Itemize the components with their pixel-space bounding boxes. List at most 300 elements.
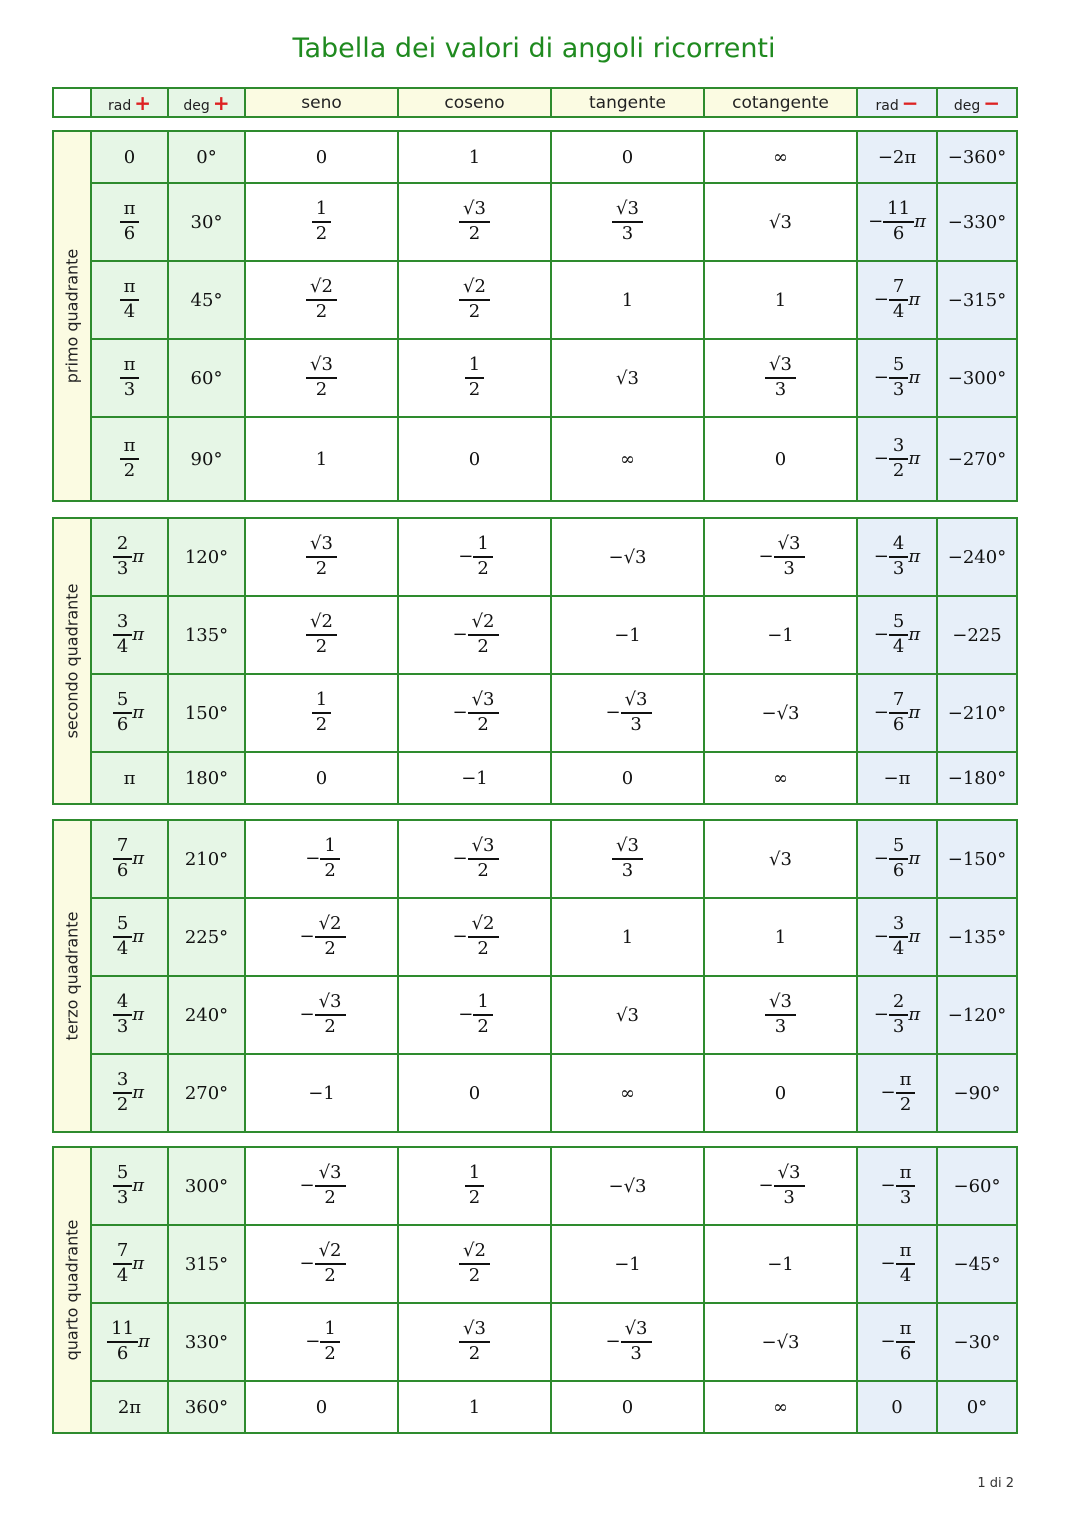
cell-value: −1 — [614, 1253, 641, 1275]
fraction-numerator: 1 — [477, 533, 489, 555]
cell-rad-minus — [857, 1054, 937, 1132]
cell-deg-plus — [168, 1147, 245, 1225]
fraction-denominator: 2 — [468, 936, 499, 959]
quadrant-table — [52, 819, 1018, 1133]
cell-value: −225 — [952, 624, 1002, 646]
fraction — [115, 1071, 130, 1115]
cell-deg-plus — [168, 1381, 245, 1433]
cell-tangente — [551, 183, 704, 261]
cell-coseno — [398, 820, 551, 898]
fraction-numerator: √2 — [318, 1240, 342, 1262]
cell-deg-plus — [168, 1303, 245, 1381]
fraction — [461, 200, 488, 244]
cell-tangente — [551, 674, 704, 752]
fraction-denominator: 4 — [113, 936, 132, 959]
cell-coseno — [398, 339, 551, 417]
cell-seno — [245, 339, 398, 417]
minus-sign: − — [299, 1004, 315, 1025]
quadrant-label-cell — [53, 820, 91, 1132]
cell-value: −1 — [461, 767, 488, 789]
fraction — [317, 1164, 344, 1208]
cell-value: −1 — [308, 1082, 335, 1104]
header-cotangente: cotangente — [704, 88, 857, 117]
cell-value: 0 — [315, 1396, 328, 1418]
minus-sign: − — [868, 211, 884, 232]
cell-deg-minus — [937, 1147, 1017, 1225]
cell-value: √3 — [616, 367, 639, 389]
cell-value: ∞ — [773, 767, 788, 789]
fraction-numerator: π — [123, 276, 136, 298]
cell-value: 330° — [184, 1331, 229, 1353]
cell-deg-plus — [168, 976, 245, 1054]
fraction-numerator: 5 — [116, 689, 129, 711]
cell-value: √3 — [769, 211, 792, 233]
minus-sign: − — [873, 546, 889, 567]
quadrant-label: quarto quadrante — [62, 1219, 82, 1361]
fraction-denominator: 2 — [473, 1014, 492, 1037]
fraction-numerator: 3 — [116, 611, 129, 633]
cell-value: ∞ — [773, 146, 788, 168]
cell-value: 90° — [190, 448, 223, 470]
minus-sign-icon: − — [901, 90, 919, 115]
fraction-denominator: 4 — [113, 1263, 132, 1286]
fraction-numerator: 1 — [324, 835, 336, 857]
pi-symbol: π — [138, 1331, 150, 1352]
cell-value: −90° — [953, 1082, 1001, 1104]
cell-seno — [245, 183, 398, 261]
fraction-numerator: π — [899, 1240, 912, 1262]
fraction-denominator: 4 — [889, 634, 908, 657]
minus-sign: − — [299, 1253, 315, 1274]
minus-sign: − — [305, 848, 321, 869]
fraction-numerator: √3 — [624, 1318, 648, 1340]
fraction-denominator: 2 — [120, 458, 140, 481]
fraction-denominator: 6 — [889, 712, 908, 735]
cell-seno — [245, 1381, 398, 1433]
fraction — [767, 993, 794, 1037]
fraction-numerator: √3 — [310, 354, 333, 376]
cell-coseno — [398, 1381, 551, 1433]
fraction-numerator: 2 — [892, 991, 905, 1013]
cell-value: 270° — [184, 1082, 229, 1104]
pi-symbol: π — [908, 624, 921, 645]
table-row — [53, 674, 1017, 752]
cell-deg-plus — [168, 674, 245, 752]
fraction-numerator: 3 — [892, 435, 905, 457]
pi-symbol: π — [914, 211, 926, 232]
cell-cotangente — [704, 183, 857, 261]
pi-symbol: π — [908, 546, 921, 567]
fraction-denominator: 3 — [621, 1341, 652, 1364]
cell-seno — [245, 898, 398, 976]
minus-sign: − — [452, 848, 468, 869]
fraction-numerator: π — [123, 435, 136, 457]
fraction-denominator: 3 — [896, 1185, 916, 1208]
fraction — [623, 1320, 650, 1364]
table-row — [53, 976, 1017, 1054]
fraction-denominator: 3 — [621, 712, 652, 735]
cell-cotangente — [704, 1054, 857, 1132]
cell-value: 135° — [184, 624, 229, 646]
cell-cotangente — [704, 752, 857, 804]
fraction-numerator: 1 — [324, 1318, 336, 1340]
fraction — [115, 1164, 130, 1208]
quadrant-label: terzo quadrante — [62, 911, 82, 1041]
table-row — [53, 820, 1017, 898]
fraction — [122, 278, 138, 322]
cell-rad-minus — [857, 339, 937, 417]
fraction-denominator: 2 — [896, 1092, 916, 1115]
fraction — [470, 837, 497, 881]
pi-symbol: π — [132, 624, 145, 645]
cell-cotangente — [704, 131, 857, 183]
cell-cotangente — [704, 976, 857, 1054]
table-row — [53, 1303, 1017, 1381]
fraction — [115, 837, 130, 881]
pi-symbol: π — [908, 926, 921, 947]
cell-coseno — [398, 261, 551, 339]
cell-seno — [245, 417, 398, 501]
cell-coseno — [398, 183, 551, 261]
cell-coseno — [398, 1225, 551, 1303]
fraction-numerator: √3 — [471, 835, 495, 857]
cell-coseno — [398, 1054, 551, 1132]
cell-value: −2π — [877, 146, 917, 168]
minus-sign: − — [873, 289, 889, 310]
cell-value: ∞ — [620, 448, 635, 470]
cell-value: −1 — [614, 624, 641, 646]
table-row — [53, 752, 1017, 804]
cell-seno — [245, 1054, 398, 1132]
cell-rad-plus — [91, 1147, 168, 1225]
fraction — [898, 1320, 914, 1364]
fraction — [467, 1164, 482, 1208]
minus-sign: − — [873, 448, 889, 469]
fraction — [898, 1071, 914, 1115]
cell-deg-minus — [937, 131, 1017, 183]
cell-seno — [245, 596, 398, 674]
fraction-numerator: 1 — [468, 354, 481, 376]
cell-deg-plus — [168, 131, 245, 183]
pi-symbol: π — [132, 702, 145, 723]
cell-deg-minus — [937, 898, 1017, 976]
fraction-denominator: 2 — [465, 377, 484, 400]
cell-value: 0 — [891, 1396, 903, 1418]
fraction-denominator: 3 — [113, 1014, 132, 1037]
cell-tangente — [551, 752, 704, 804]
fraction — [115, 691, 130, 735]
fraction-denominator: 2 — [889, 458, 908, 481]
cell-rad-plus — [91, 131, 168, 183]
fraction — [115, 915, 130, 959]
fraction-denominator: 6 — [896, 1341, 916, 1364]
cell-deg-plus — [168, 820, 245, 898]
cell-value: 0 — [621, 1396, 634, 1418]
page-number: 1 di 2 — [977, 1476, 1014, 1491]
fraction — [475, 535, 490, 579]
cell-rad-minus — [857, 898, 937, 976]
fraction-denominator: 3 — [612, 858, 643, 881]
cell-value: 0 — [621, 146, 634, 168]
minus-sign: − — [880, 1253, 896, 1274]
fraction — [891, 613, 906, 657]
fraction — [767, 356, 794, 400]
cell-value: 0° — [196, 146, 217, 168]
fraction — [308, 278, 335, 322]
cell-tangente — [551, 1054, 704, 1132]
quadrant-label-cell — [53, 1147, 91, 1433]
minus-sign: − — [880, 1175, 896, 1196]
fraction-numerator: 5 — [892, 611, 905, 633]
fraction-denominator: 6 — [113, 712, 132, 735]
cell-value: −120° — [947, 1004, 1007, 1026]
cell-deg-minus — [937, 596, 1017, 674]
cell-deg-minus — [937, 183, 1017, 261]
cell-coseno — [398, 417, 551, 501]
cell-value: 1 — [621, 926, 634, 948]
fraction-numerator: √2 — [310, 276, 333, 298]
cell-tangente — [551, 1303, 704, 1381]
cell-coseno — [398, 898, 551, 976]
cell-seno — [245, 976, 398, 1054]
fraction-denominator: 3 — [765, 377, 796, 400]
fraction — [891, 837, 906, 881]
fraction — [891, 915, 906, 959]
fraction — [891, 535, 906, 579]
cell-value: −210° — [947, 702, 1007, 724]
fraction — [308, 356, 335, 400]
cell-value: −135° — [947, 926, 1007, 948]
fraction-numerator: √2 — [463, 1240, 486, 1262]
cell-value: −π — [883, 767, 911, 789]
cell-deg-plus — [168, 339, 245, 417]
cell-rad-minus — [857, 261, 937, 339]
fraction-numerator: 7 — [116, 835, 129, 857]
fraction-numerator: 11 — [887, 198, 911, 220]
fraction — [122, 200, 138, 244]
cell-coseno — [398, 596, 551, 674]
table-row — [53, 339, 1017, 417]
pi-symbol: π — [908, 1004, 921, 1025]
cell-cotangente — [704, 1303, 857, 1381]
cell-rad-minus — [857, 417, 937, 501]
cell-deg-minus — [937, 1381, 1017, 1433]
fraction-denominator: 2 — [459, 1341, 490, 1364]
cell-rad-plus — [91, 898, 168, 976]
cell-value: 1 — [774, 289, 787, 311]
quadrant-label-cell — [53, 518, 91, 804]
cell-cotangente — [704, 1147, 857, 1225]
fraction-denominator: 4 — [120, 299, 140, 322]
fraction-denominator: 6 — [120, 221, 140, 244]
fraction-denominator: 2 — [306, 377, 337, 400]
fraction-denominator: 2 — [465, 1185, 484, 1208]
cell-deg-minus — [937, 1303, 1017, 1381]
fraction — [898, 1242, 914, 1286]
fraction-denominator: 2 — [473, 556, 492, 579]
fraction — [470, 915, 497, 959]
fraction — [470, 691, 497, 735]
fraction-numerator: √3 — [777, 533, 801, 555]
pi-symbol: π — [132, 546, 145, 567]
pi-symbol: π — [908, 289, 921, 310]
cell-value: −1 — [767, 624, 794, 646]
cell-value: 210° — [184, 848, 229, 870]
cell-rad-plus — [91, 1381, 168, 1433]
cell-rad-plus — [91, 674, 168, 752]
minus-sign: − — [880, 1331, 896, 1352]
fraction-denominator: 4 — [896, 1263, 916, 1286]
fraction-numerator: 3 — [116, 1069, 129, 1091]
cell-rad-minus — [857, 674, 937, 752]
plus-sign-icon: + — [134, 90, 151, 115]
cell-rad-minus — [857, 183, 937, 261]
cell-seno — [245, 518, 398, 596]
fraction — [461, 1242, 488, 1286]
cell-rad-plus — [91, 1054, 168, 1132]
fraction — [891, 356, 906, 400]
fraction-numerator: π — [899, 1318, 912, 1340]
cell-tangente — [551, 820, 704, 898]
minus-sign: − — [873, 702, 889, 723]
cell-rad-minus — [857, 1147, 937, 1225]
minus-sign: − — [299, 1175, 315, 1196]
minus-sign-icon: − — [983, 90, 1001, 115]
fraction-denominator: 6 — [883, 221, 914, 244]
pi-symbol: π — [908, 448, 921, 469]
fraction-numerator: √2 — [463, 276, 486, 298]
cell-value: 60° — [190, 367, 223, 389]
table-row — [53, 1225, 1017, 1303]
cell-seno — [245, 1147, 398, 1225]
cell-tangente — [551, 976, 704, 1054]
cell-value: 0 — [315, 767, 328, 789]
header-deg-minus-label: deg — [953, 97, 981, 114]
cell-deg-plus — [168, 752, 245, 804]
cell-value: −360° — [947, 146, 1007, 168]
pi-symbol: π — [908, 702, 921, 723]
fraction-denominator: 2 — [320, 1341, 339, 1364]
cell-coseno — [398, 1303, 551, 1381]
cell-deg-minus — [937, 339, 1017, 417]
fraction-denominator: 2 — [306, 556, 337, 579]
fraction-denominator: 6 — [107, 1341, 138, 1364]
pi-symbol: π — [132, 1253, 145, 1274]
header-rad-plus-label: rad — [108, 97, 132, 114]
cell-deg-plus — [168, 596, 245, 674]
cell-value: 0 — [774, 448, 787, 470]
cell-value: ∞ — [620, 1082, 635, 1104]
cell-deg-plus — [168, 898, 245, 976]
header-coseno: coseno — [398, 88, 551, 117]
fraction — [122, 437, 138, 481]
fraction-numerator: √2 — [471, 611, 495, 633]
cell-seno — [245, 820, 398, 898]
header-corner — [53, 88, 91, 117]
fraction-denominator: 4 — [113, 634, 132, 657]
cell-rad-minus — [857, 1303, 937, 1381]
table-row — [53, 261, 1017, 339]
fraction — [115, 1242, 130, 1286]
pi-symbol: π — [132, 1082, 145, 1103]
fraction — [614, 837, 641, 881]
cell-seno — [245, 1303, 398, 1381]
cell-tangente — [551, 1147, 704, 1225]
fraction-denominator: 3 — [120, 377, 140, 400]
cell-coseno — [398, 1147, 551, 1225]
cell-tangente — [551, 131, 704, 183]
cell-value: 30° — [190, 211, 223, 233]
fraction-denominator: 3 — [889, 556, 908, 579]
cell-cotangente — [704, 596, 857, 674]
minus-sign: − — [880, 1082, 896, 1103]
header-rad-minus-label: rad — [875, 97, 899, 114]
fraction-numerator: √2 — [310, 611, 333, 633]
cell-deg-minus — [937, 1225, 1017, 1303]
cell-value: 1 — [621, 289, 634, 311]
fraction-denominator: 2 — [459, 299, 490, 322]
fraction — [461, 278, 488, 322]
fraction-numerator: 1 — [315, 198, 328, 220]
cell-seno — [245, 752, 398, 804]
minus-sign: − — [873, 624, 889, 645]
fraction-denominator: 2 — [312, 221, 331, 244]
cell-value: −√3 — [761, 702, 800, 724]
cell-deg-minus — [937, 518, 1017, 596]
cell-value: 360° — [184, 1396, 229, 1418]
cell-value: 180° — [184, 767, 229, 789]
cell-value: 0° — [966, 1396, 988, 1418]
cell-cotangente — [704, 820, 857, 898]
cell-value: −45° — [953, 1253, 1001, 1275]
fraction-numerator: √2 — [318, 913, 342, 935]
cell-cotangente — [704, 518, 857, 596]
fraction-numerator: 7 — [116, 1240, 129, 1262]
page-title: Tabella dei valori di angoli ricorrenti — [292, 33, 776, 64]
cell-value: 120° — [184, 546, 229, 568]
cell-value: −30° — [953, 1331, 1001, 1353]
fraction — [322, 1320, 337, 1364]
fraction-denominator: 4 — [889, 299, 908, 322]
fraction-denominator: 2 — [315, 936, 346, 959]
fraction-numerator: √3 — [310, 533, 333, 555]
table-row — [53, 1054, 1017, 1132]
fraction — [470, 613, 497, 657]
fraction-numerator: √3 — [769, 354, 792, 376]
cell-value: √3 — [769, 848, 792, 870]
cell-value: 150° — [184, 702, 229, 724]
table-row — [53, 1147, 1017, 1225]
header-rad-plus — [91, 88, 168, 117]
minus-sign: − — [605, 702, 621, 723]
fraction-numerator: 1 — [315, 689, 328, 711]
fraction — [891, 691, 906, 735]
cell-value: −1 — [767, 1253, 794, 1275]
cell-rad-plus — [91, 183, 168, 261]
cell-rad-plus — [91, 1303, 168, 1381]
cell-seno — [245, 674, 398, 752]
fraction-numerator: 5 — [892, 835, 905, 857]
fraction — [885, 200, 912, 244]
fraction-denominator: 3 — [765, 1014, 796, 1037]
cell-cotangente — [704, 674, 857, 752]
fraction-denominator: 3 — [774, 1185, 805, 1208]
fraction — [308, 613, 335, 657]
cell-rad-plus — [91, 976, 168, 1054]
header-seno: seno — [245, 88, 398, 117]
fraction-numerator: 4 — [892, 533, 905, 555]
pi-symbol: π — [908, 367, 921, 388]
